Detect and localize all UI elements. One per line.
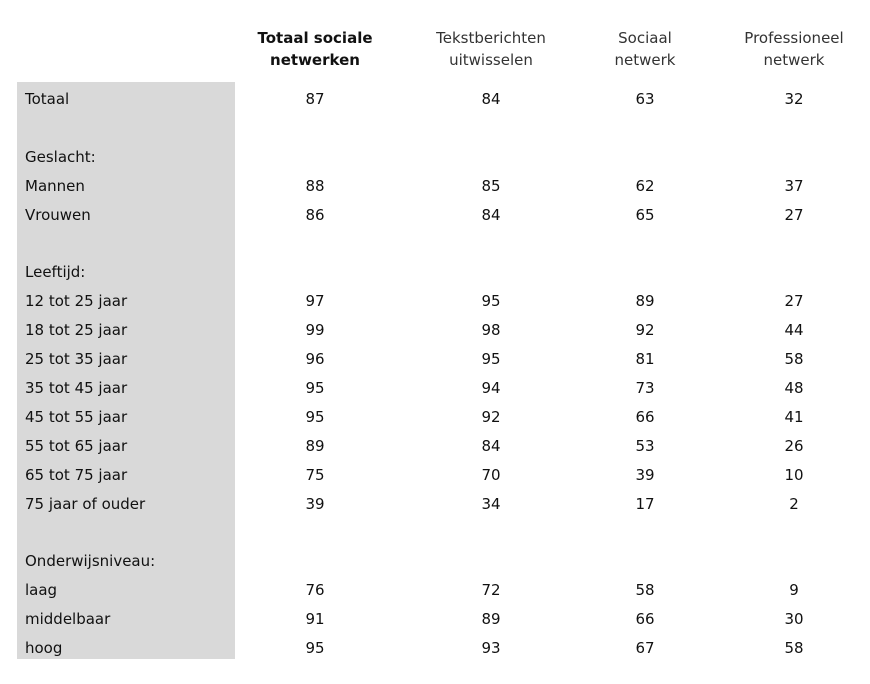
row-label: middelbaar bbox=[25, 610, 111, 629]
table-cell: 70 bbox=[481, 465, 501, 484]
row-label: 18 tot 25 jaar bbox=[25, 321, 128, 340]
table-cell: 87 bbox=[305, 90, 325, 108]
spacer-row bbox=[0, 521, 870, 545]
table-cell: 86 bbox=[305, 205, 325, 224]
table-cell: 2 bbox=[789, 494, 799, 513]
table-row bbox=[0, 434, 870, 458]
table-cell: 91 bbox=[305, 610, 325, 629]
table-row bbox=[0, 463, 870, 487]
table-cell: 95 bbox=[305, 407, 325, 426]
table-cell: 62 bbox=[635, 176, 655, 195]
table-cell: 63 bbox=[635, 90, 655, 108]
section-label: Onderwijsniveau: bbox=[25, 552, 156, 571]
spacer-row bbox=[0, 232, 870, 256]
table-cell: 88 bbox=[305, 176, 325, 195]
column-header-3: Sociaal netwerk bbox=[614, 29, 676, 69]
table-row bbox=[0, 174, 870, 198]
row-label: laag bbox=[25, 581, 58, 600]
table-cell: 95 bbox=[481, 292, 501, 311]
table-cell: 39 bbox=[305, 494, 325, 513]
table-cell: 73 bbox=[635, 379, 655, 397]
spacer-row bbox=[0, 116, 870, 140]
table-cell: 92 bbox=[481, 407, 501, 426]
row-label: Vrouwen bbox=[25, 205, 91, 224]
table-row bbox=[0, 492, 870, 516]
table-cell: 37 bbox=[784, 176, 804, 195]
section-label: Geslacht: bbox=[25, 147, 96, 166]
table-cell: 65 bbox=[635, 205, 655, 224]
table-cell: 48 bbox=[784, 379, 804, 397]
table-cell: 44 bbox=[784, 321, 804, 340]
row-label: 55 tot 65 jaar bbox=[25, 436, 128, 455]
table-row bbox=[0, 347, 870, 371]
table-cell: 41 bbox=[784, 407, 804, 426]
table-cell: 96 bbox=[305, 350, 325, 369]
table-cell: 34 bbox=[481, 494, 501, 513]
row-label: 75 jaar of ouder bbox=[25, 494, 146, 513]
table-cell: 66 bbox=[635, 407, 655, 426]
table-cell: 10 bbox=[784, 465, 804, 484]
table-cell: 99 bbox=[305, 321, 325, 340]
row-label: 12 tot 25 jaar bbox=[25, 292, 128, 311]
table-cell: 84 bbox=[481, 205, 501, 224]
table-cell: 93 bbox=[481, 639, 501, 658]
table-cell: 85 bbox=[481, 176, 501, 195]
row-label: Mannen bbox=[25, 176, 85, 195]
row-label: 35 tot 45 jaar bbox=[25, 379, 128, 397]
table-cell: 95 bbox=[305, 379, 325, 397]
table-cell: 27 bbox=[784, 292, 804, 311]
table-cell: 95 bbox=[305, 639, 325, 658]
table-cell: 72 bbox=[481, 581, 501, 600]
table-cell: 39 bbox=[635, 465, 655, 484]
column-header-1: Totaal sociale netwerken bbox=[257, 29, 373, 69]
table-cell: 58 bbox=[635, 581, 655, 600]
table-row bbox=[0, 376, 870, 400]
table-cell: 84 bbox=[481, 90, 501, 108]
table-cell: 92 bbox=[635, 321, 655, 340]
table-cell: 95 bbox=[481, 350, 501, 369]
table-cell: 58 bbox=[784, 350, 804, 369]
table-cell: 58 bbox=[784, 639, 804, 658]
table-cell: 27 bbox=[784, 205, 804, 224]
row-label: 25 tot 35 jaar bbox=[25, 350, 128, 369]
table-cell: 66 bbox=[635, 610, 655, 629]
table-row bbox=[0, 203, 870, 227]
row-label: hoog bbox=[25, 639, 63, 658]
table-row bbox=[0, 87, 870, 111]
table-row bbox=[0, 289, 870, 313]
table-row bbox=[0, 607, 870, 631]
table-cell: 84 bbox=[481, 436, 501, 455]
table-row bbox=[0, 578, 870, 602]
table-cell: 53 bbox=[635, 436, 655, 455]
section-row bbox=[0, 549, 870, 573]
table-row bbox=[0, 636, 870, 660]
column-header-4: Professioneel netwerk bbox=[744, 29, 844, 69]
section-label: Leeftijd: bbox=[25, 263, 86, 282]
section-row bbox=[0, 260, 870, 284]
table-cell: 98 bbox=[481, 321, 501, 340]
table-cell: 76 bbox=[305, 581, 325, 600]
table-cell: 32 bbox=[784, 90, 804, 108]
table-cell: 81 bbox=[635, 350, 655, 369]
table-cell: 30 bbox=[784, 610, 804, 629]
table-cell: 67 bbox=[635, 639, 655, 658]
table-cell: 9 bbox=[789, 581, 799, 600]
table-cell: 17 bbox=[635, 494, 655, 513]
row-label: 65 tot 75 jaar bbox=[25, 465, 128, 484]
table-row bbox=[0, 318, 870, 342]
table-cell: 94 bbox=[481, 379, 501, 397]
table-cell: 89 bbox=[481, 610, 501, 629]
table-cell: 75 bbox=[305, 465, 325, 484]
table-cell: 89 bbox=[305, 436, 325, 455]
table-row bbox=[0, 405, 870, 429]
table-cell: 89 bbox=[635, 292, 655, 311]
row-label: Totaal bbox=[25, 90, 70, 108]
table-cell: 26 bbox=[784, 436, 804, 455]
row-label: 45 tot 55 jaar bbox=[25, 407, 128, 426]
section-row bbox=[0, 145, 870, 169]
table-cell: 97 bbox=[305, 292, 325, 311]
column-header-2: Tekstberichten uitwisselen bbox=[436, 29, 546, 69]
